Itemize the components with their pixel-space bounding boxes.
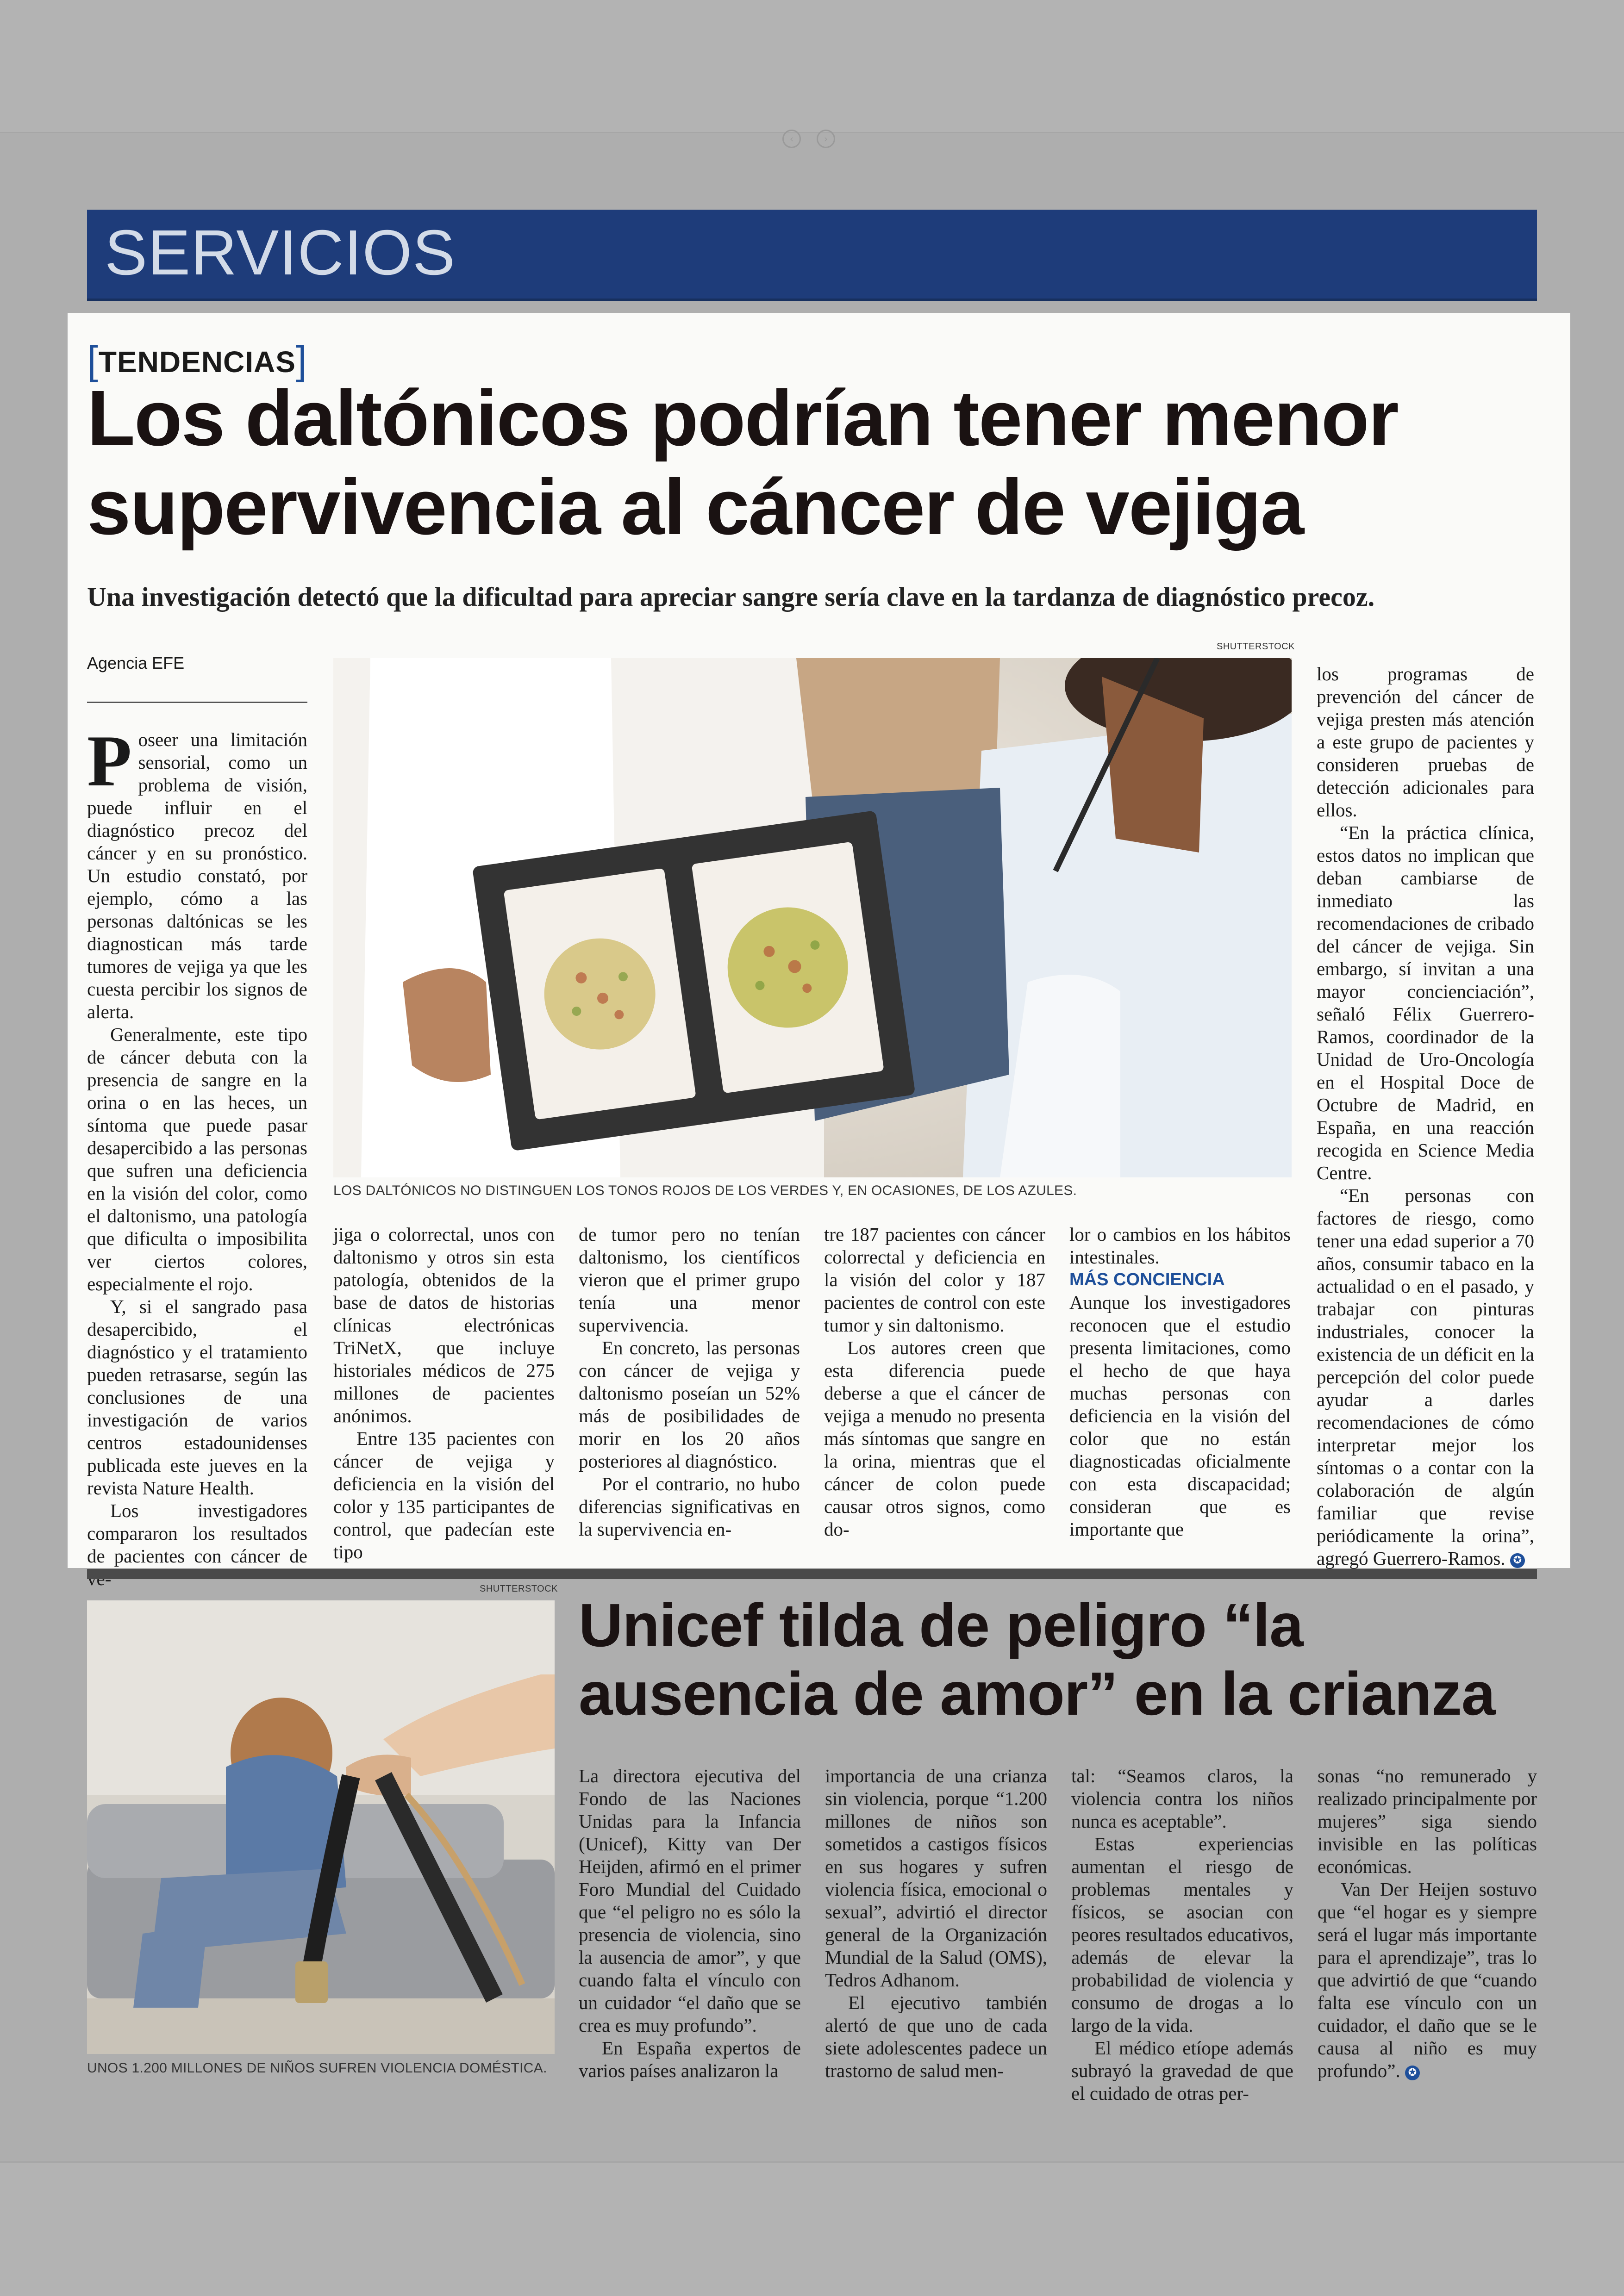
article-column-1 (87, 721, 307, 1590)
article-paragraph: Estas experiencias aumentan el riesgo de problemas mentales y físicos, se asocian con peores resultados educativos, además de elevar la probabilidad de violencia y consumo de drogas a lo largo de la vida. (1071, 1833, 1293, 2036)
paragraph-text: Van Der Heijen sostuvo que “el hogar es y siempre será el lugar más importante para el aprendizaje”, tras lo que advirtió de que “cuando falta ese vínculo con un cuidador, el daño que se le causa al niño es muy profundo”. (1318, 1879, 1537, 2081)
viewer-top-margin (0, 0, 1624, 133)
article-headline (87, 374, 1531, 552)
article-paragraph: sonas “no remunerado y realizado principalmente por mujeres” siga siendo invisible en las políticas económicas. (1318, 1765, 1537, 1877)
article-paragraph: jiga o colorrectal, unos con daltonismo y otros sin esta patología, obtenidos de la base de datos de historias clínicas electrónicas TriNetX, que incluye historiales médicos de 275 millones de pacientes anónimos. (333, 1224, 555, 1426)
main-article (68, 313, 1570, 1568)
headline-line-1: Unicef tilda de peligro “la (579, 1591, 1303, 1659)
section-header-bar (87, 210, 1537, 301)
article-paragraph: Generalmente, este tipo de cáncer debuta con la presencia de sangre en la orina o en las heces, un síntoma que puede pasar desapercibido a las personas que sufren una deficiencia en la visión del color, como el daltonismo, una patología que dificulta o imposibilita ver ciertos colores, especialmente el rojo. (87, 1024, 307, 1294)
article-paragraph: importancia de una crianza sin violencia, porque “1.200 millones de niños son sometidos a castigos físicos en sus hogares y sufren violencia física, emocional o sexual”, advirtió el director general de la Organización Mundial de la Salud (OMS), Tedros Adhanom. (825, 1765, 1047, 1991)
article-deck: Una investigación detectó que la dificultad para apreciar sangre sería clave en la tardanza de diagnóstico precoz. (87, 582, 1375, 612)
article-paragraph: de tumor pero no tenían daltonismo, los científicos vieron que el primer grupo tenía una menor supervivencia. (579, 1224, 800, 1336)
article-column-4 (824, 1223, 1045, 1541)
article-paragraph: Los autores creen que esta diferencia puede deberse a que el cáncer de vejiga a menudo no presenta más síntomas que sangre en la orina, mientras que el cáncer de colon puede causar otros signos, como do- (824, 1337, 1045, 1540)
article2-column-3 (1071, 1765, 1293, 2105)
article-paragraph: Por el contrario, no hubo diferencias significativas en la supervivencia en- (579, 1473, 800, 1540)
article-paragraph: En España expertos de varios países analizaron la (579, 2037, 801, 2081)
article-paragraph: El médico etíope además subrayó la gravedad de que el cuidado de otras per- (1071, 2037, 1293, 2104)
article2-column-4 (1318, 1765, 1537, 2082)
ishihara-test-illustration (333, 658, 1292, 1177)
headline-line-2: ausencia de amor” en la crianza (579, 1660, 1495, 1728)
paragraph-text: oseer una limitación sensorial, como un problema de visión, puede influir en el diagnóstico precoz del cáncer y en su pronóstico. Un estudio constató, por ejemplo, cómo a las personas daltónicas se les diagnostican más tarde tumores de vejiga ya que les cuesta percibir los signos de alerta. (87, 729, 307, 1022)
chevron-right-icon[interactable]: › (817, 130, 835, 148)
byline-rule (87, 702, 307, 703)
article-column-3 (579, 1223, 800, 1541)
headline-line-2: supervivencia al cáncer de vejiga (87, 463, 1304, 551)
article-paragraph: los programas de prevención del cáncer de vejiga presten más atención a este grupo de pacientes y consideren pruebas de detección adicionales para ellos. (1317, 663, 1534, 821)
article-divider (87, 1569, 1537, 1579)
article-paragraph: tre 187 pacientes con cáncer colorrectal y deficiencia en la visión del color y 187 pacientes de control con este tumor y sin daltonismo. (824, 1224, 1045, 1336)
article-paragraph (1317, 1184, 1534, 1570)
photo-caption: LOS DALTÓNICOS NO DISTINGUEN LOS TONOS ROJOS DE LOS VERDES Y, EN OCASIONES, DE LOS AZULES. (333, 1183, 1077, 1198)
kicker-bracket-open: [ (87, 338, 99, 383)
article-paragraph (87, 721, 307, 1023)
article2-column-2 (825, 1765, 1047, 2082)
article-paragraph: La directora ejecutiva del Fondo de las Naciones Unidas para la Infancia (Unicef), Kitty van Der Heijden, afirmó en el primer Foro Mundial del Cuidado que “el peligro no es sólo la presencia de violencia, sino la ausencia de amor”, y que cuando falta el vínculo con un cuidador “el daño que se crea es muy profundo”. (579, 1765, 801, 2036)
article-paragraph: El ejecutivo también alertó de que uno de cada siete adolescentes padece un trastorno de salud men- (825, 1992, 1047, 2081)
photo-credit-2: SHUTTERSTOCK (480, 1584, 558, 1594)
article-paragraph: lor o cambios en los hábitos intestinales. (1069, 1224, 1291, 1268)
article-paragraph: Y, si el sangrado pasa desapercibido, el diagnóstico y el tratamiento pueden retrasarse, según las conclusiones de una investigación de varios centros estadounidenses publicada este jueves en la revista Nature Health. (87, 1296, 307, 1499)
end-mark-icon: ✪ (1510, 1553, 1525, 1568)
article-column-6 (1317, 663, 1534, 1570)
end-mark-icon: ✪ (1405, 2066, 1420, 2080)
colorblind-test-photo (333, 658, 1292, 1177)
article-paragraph (1318, 1878, 1537, 2082)
headline-line-1: Los daltónicos podrían tener menor (87, 374, 1398, 462)
article-paragraph: En concreto, las personas con cáncer de vejiga y daltonismo poseían un 52% más de posibilidades de morir en los 20 años posteriores al diagnóstico. (579, 1337, 800, 1472)
article-paragraph: Aunque los investigadores reconocen que el estudio presenta limitaciones, como el hecho de que haya muchas personas con deficiencia en la visión del color que no están diagnosticadas oficialmente con esta discapacidad; consideran que es importante que (1069, 1292, 1291, 1540)
article-paragraph: “En la práctica clínica, estos datos no implican que deban cambiarse de inmediato las recomendaciones de cribado del cáncer de vejiga. Sin embargo, sí invitan a una mayor concienciación”, señaló Félix Guerrero-Ramos, coordinador de la Unidad de Uro-Oncología en el Hospital Doce de Octubre de Madrid, en España, en una reacción recogida en Science Media Centre. (1317, 822, 1534, 1183)
article-subhead: MÁS CONCIENCIA (1069, 1270, 1225, 1289)
article-paragraph: tal: “Seamos claros, la violencia contra los niños nunca es aceptable”. (1071, 1765, 1293, 1832)
article-column-2 (333, 1223, 555, 1563)
kicker-text: TENDENCIAS (98, 345, 296, 379)
kicker-bracket-close: ] (295, 338, 307, 383)
article2-column-1 (579, 1765, 801, 2082)
viewer-bottom-margin (0, 2161, 1624, 2296)
paragraph-text: “En personas con factores de riesgo, como tener una edad superior a 70 años, consumir tabaco en la actualidad o en el pasado, y trabajar con pinturas industriales, conocer la existencia de un déficit en la percepción del color puede ayudar a darles recomendaciones de cómo interpretar mejor los síntomas o a contar con la colaboración de algún familiar que revise periódicamente la orina”, agregó Guerrero-Ramos. (1317, 1185, 1534, 1569)
article-byline: Agencia EFE (87, 653, 185, 672)
article2-headline (579, 1591, 1551, 1728)
section-title: SERVICIOS (105, 217, 456, 288)
article-column-5 (1069, 1223, 1291, 1541)
photo-credit: SHUTTERSTOCK (1217, 641, 1295, 652)
page-nav (782, 130, 835, 148)
photo-caption-2: UNOS 1.200 MILLONES DE NIÑOS SUFREN VIOLENCIA DOMÉSTICA. (87, 2060, 547, 2076)
child-belt-illustration (87, 1600, 555, 2054)
article-paragraph: Entre 135 pacientes con cáncer de vejiga y deficiencia en la visión del color y 135 participantes de control, que padecían este tipo (333, 1428, 555, 1562)
article-paragraph: Los investigadores compararon los resultados de pacientes con cáncer de (87, 1500, 307, 1567)
chevron-left-icon[interactable]: ‹ (782, 130, 801, 148)
child-violence-photo (87, 1600, 555, 2054)
drop-cap: P (87, 721, 132, 802)
